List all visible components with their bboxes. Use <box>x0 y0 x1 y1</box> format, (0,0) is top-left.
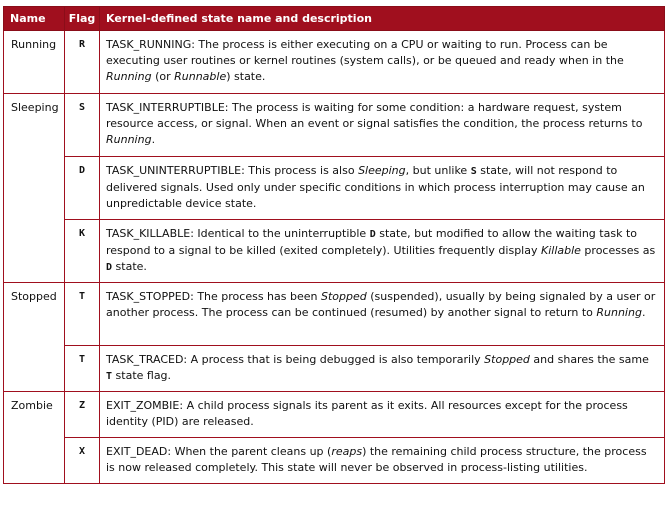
state-description <box>100 220 665 283</box>
state-description <box>100 392 665 438</box>
state-group-name: Zombie <box>4 392 65 484</box>
state-flag: Z <box>65 392 100 438</box>
state-description <box>100 283 665 346</box>
italic-term: Sleeping <box>358 164 406 177</box>
description-text: TASK_INTERRUPTIBLE: The process is waiting for some condition: a hardware request, system resource access, or signal. When an event or signal satisfies the condition, the process returns to <box>106 101 643 130</box>
state-flag: S <box>65 94 100 157</box>
state-flag: D <box>65 157 100 220</box>
description-text: . <box>641 306 646 319</box>
state-flag: T <box>65 283 100 346</box>
description-text: processes as <box>580 244 656 257</box>
state-flag-ref: T <box>106 371 113 382</box>
description-text: and shares the same <box>529 353 649 366</box>
table-row <box>4 438 665 484</box>
state-flag-ref: D <box>106 262 113 273</box>
italic-term: reaps <box>331 445 363 458</box>
description-text: state. <box>112 260 147 273</box>
italic-term: Running <box>596 306 642 319</box>
table-row <box>4 157 665 220</box>
description-text: (suspended), usually by being signaled by a user or another process. The process can be continued (resumed) by another signal to return to <box>106 290 656 319</box>
italic-term: Runnable <box>174 70 227 83</box>
table-row <box>4 283 665 346</box>
state-description <box>100 157 665 220</box>
state-description <box>100 346 665 392</box>
table-row <box>4 392 665 438</box>
description-text: . <box>151 133 156 146</box>
state-flag: T <box>65 346 100 392</box>
state-description <box>100 94 665 157</box>
italic-term: Killable <box>541 244 581 257</box>
description-text: state, will not respond to delivered signals. Used only under specific conditions in which process interruption may cause an unpredictable device state. <box>106 164 645 210</box>
description-text: state flag. <box>112 369 172 382</box>
description-text: state, but modified to allow the waiting task to respond to a signal to be killed (exited completely). Utilities frequently display <box>106 227 637 257</box>
header-flag: Flag <box>65 7 100 31</box>
description-text: EXIT_ZOMBIE: A child process signals its parent as it exits. All resources except for the process identity (PID) are released. <box>106 399 628 428</box>
table-row <box>4 94 665 157</box>
table-row <box>4 31 665 94</box>
description-text: TASK_RUNNING: The process is either executing on a CPU or waiting to run. Process can be executing user routines or kernel routines (system calls), or be queued and ready when in the <box>106 38 624 67</box>
description-text: TASK_TRACED: A process that is being debugged is also temporarily <box>106 353 485 366</box>
state-flag-ref: D <box>369 229 376 240</box>
description-text: , but unlike <box>405 164 471 177</box>
italic-term: Running <box>106 70 152 83</box>
process-state-table-container <box>3 6 664 484</box>
table-header <box>4 7 665 31</box>
state-flag: R <box>65 31 100 94</box>
header-name: Name <box>4 7 65 31</box>
description-text: (or <box>151 70 175 83</box>
process-state-table <box>3 6 665 484</box>
description-text: ) the remaining child process structure, the process is now released completely. This state will never be observed in process-listing utilities. <box>106 445 647 474</box>
description-text: TASK_KILLABLE: Identical to the uninterruptible <box>106 227 370 240</box>
description-text: TASK_STOPPED: The process has been <box>106 290 321 303</box>
state-group-name: Sleeping <box>4 94 65 283</box>
description-text: EXIT_DEAD: When the parent cleans up ( <box>106 445 332 458</box>
italic-term: Stopped <box>484 353 530 366</box>
state-group-name: Stopped <box>4 283 65 392</box>
table-body <box>4 31 665 484</box>
state-flag-ref: S <box>470 166 477 177</box>
description-text: ) state. <box>226 70 266 83</box>
state-group-name: Running <box>4 31 65 94</box>
state-description <box>100 31 665 94</box>
state-description <box>100 438 665 484</box>
italic-term: Running <box>106 133 152 146</box>
table-row <box>4 220 665 283</box>
state-flag: X <box>65 438 100 484</box>
header-row <box>4 7 665 31</box>
state-flag: K <box>65 220 100 283</box>
table-row <box>4 346 665 392</box>
header-description: Kernel-defined state name and description <box>100 7 665 31</box>
description-text: TASK_UNINTERRUPTIBLE: This process is also <box>106 164 359 177</box>
italic-term: Stopped <box>320 290 367 303</box>
